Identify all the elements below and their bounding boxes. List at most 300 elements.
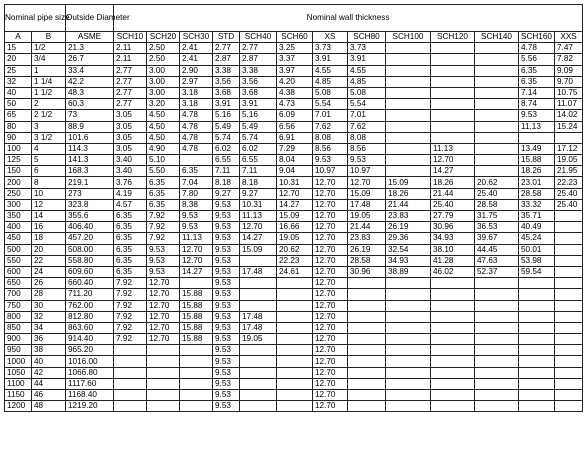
table-cell-sch10 — [114, 390, 147, 401]
table-cell-sch80: 28.58 — [348, 255, 386, 266]
table-cell-xs: 12.70 — [313, 311, 348, 322]
table-cell-a: 15 — [5, 43, 32, 54]
table-cell-std: 2.77 — [213, 43, 240, 54]
table-row — [5, 199, 583, 210]
table-cell-std: 8.18 — [213, 177, 240, 188]
table-cell-xs: 12.70 — [313, 233, 348, 244]
table-cell-sch60: 6.91 — [277, 132, 313, 143]
table-cell-std: 9.53 — [213, 255, 240, 266]
table-cell-sch140 — [475, 143, 519, 154]
table-cell-xs: 3.91 — [313, 54, 348, 65]
table-row — [5, 401, 583, 412]
table-cell-std: 9.53 — [213, 199, 240, 210]
table-cell-sch40: 6.55 — [240, 155, 277, 166]
table-cell-b: 8 — [32, 177, 66, 188]
column-header-sch120: SCH120 — [431, 32, 475, 43]
table-cell-sch80: 30.96 — [348, 266, 386, 277]
table-cell-xs: 7.62 — [313, 121, 348, 132]
table-cell-sch100 — [386, 300, 431, 311]
table-cell-sch100: 26.19 — [386, 222, 431, 233]
table-cell-std: 3.68 — [213, 87, 240, 98]
table-cell-sch10 — [114, 367, 147, 378]
table-cell-xxs: 7.82 — [555, 54, 583, 65]
table-cell-sch20: 7.92 — [147, 233, 180, 244]
table-cell-a: 400 — [5, 222, 32, 233]
table-cell-sch120: 46.02 — [431, 266, 475, 277]
table-cell-sch30: 11.13 — [180, 233, 213, 244]
table-cell-a: 65 — [5, 110, 32, 121]
table-cell-std: 5.49 — [213, 121, 240, 132]
table-cell-sch40: 2.87 — [240, 54, 277, 65]
table-row — [5, 311, 583, 322]
table-cell-b: 20 — [32, 244, 66, 255]
table-cell-std: 9.53 — [213, 211, 240, 222]
table-row — [5, 132, 583, 143]
table-cell-sch140 — [475, 378, 519, 389]
table-cell-sch140 — [475, 54, 519, 65]
table-cell-sch20: 9.53 — [147, 255, 180, 266]
table-cell-sch120: 12.70 — [431, 155, 475, 166]
table-cell-sch20 — [147, 356, 180, 367]
table-cell-a: 900 — [5, 334, 32, 345]
table-cell-sch120 — [431, 65, 475, 76]
table-cell-xs: 12.70 — [313, 289, 348, 300]
table-cell-b: 1 1/2 — [32, 87, 66, 98]
table-cell-xxs — [555, 211, 583, 222]
table-cell-sch20: 12.70 — [147, 311, 180, 322]
table-cell-sch10: 3.05 — [114, 143, 147, 154]
table-cell-sch20: 12.70 — [147, 322, 180, 333]
table-row — [5, 244, 583, 255]
table-cell-sch100: 34.93 — [386, 255, 431, 266]
table-cell-xs: 7.01 — [313, 110, 348, 121]
table-cell-sch30: 8.38 — [180, 199, 213, 210]
table-cell-std: 9.53 — [213, 233, 240, 244]
table-cell-xxs: 19.05 — [555, 155, 583, 166]
table-cell-asme: 101.6 — [66, 132, 114, 143]
table-cell-sch120: 11.13 — [431, 143, 475, 154]
table-cell-sch100 — [386, 378, 431, 389]
table-cell-sch120: 38.10 — [431, 244, 475, 255]
table-cell-asme: 141.3 — [66, 155, 114, 166]
table-cell-sch40 — [240, 345, 277, 356]
table-cell-sch40 — [240, 401, 277, 412]
table-cell-sch100 — [386, 99, 431, 110]
table-cell-sch10 — [114, 356, 147, 367]
table-cell-sch100 — [386, 367, 431, 378]
nominal-pipe-size-header: Nominal pipe size — [5, 5, 66, 32]
table-cell-sch20: 12.70 — [147, 278, 180, 289]
table-cell-std: 6.55 — [213, 155, 240, 166]
table-cell-sch80: 5.08 — [348, 87, 386, 98]
table-cell-asme: 26.7 — [66, 54, 114, 65]
table-cell-asme: 323.8 — [66, 199, 114, 210]
table-cell-sch30 — [180, 356, 213, 367]
table-cell-b: 1 1/4 — [32, 76, 66, 87]
table-cell-xs: 12.70 — [313, 378, 348, 389]
table-cell-asme: 965.20 — [66, 345, 114, 356]
table-cell-a: 150 — [5, 166, 32, 177]
table-cell-std: 9.53 — [213, 334, 240, 345]
table-cell-sch140 — [475, 311, 519, 322]
table-cell-a: 200 — [5, 177, 32, 188]
table-cell-xxs: 25.40 — [555, 199, 583, 210]
table-cell-asme: 609.60 — [66, 266, 114, 277]
table-cell-sch160: 5.56 — [519, 54, 555, 65]
table-cell-sch40: 5.74 — [240, 132, 277, 143]
table-cell-sch80 — [348, 300, 386, 311]
table-cell-sch160: 4.78 — [519, 43, 555, 54]
table-cell-xxs — [555, 367, 583, 378]
table-cell-xxs — [555, 345, 583, 356]
table-cell-sch40 — [240, 390, 277, 401]
table-cell-sch160 — [519, 356, 555, 367]
table-cell-sch40: 2.77 — [240, 43, 277, 54]
table-cell-sch20 — [147, 345, 180, 356]
table-cell-std: 9.53 — [213, 378, 240, 389]
table-cell-sch120 — [431, 390, 475, 401]
table-cell-sch40 — [240, 300, 277, 311]
table-cell-sch60: 9.04 — [277, 166, 313, 177]
table-cell-sch20: 6.35 — [147, 188, 180, 199]
table-cell-sch20: 4.50 — [147, 110, 180, 121]
table-cell-a: 800 — [5, 311, 32, 322]
table-cell-a: 20 — [5, 54, 32, 65]
table-row — [5, 334, 583, 345]
table-cell-a: 750 — [5, 300, 32, 311]
table-cell-sch30: 12.70 — [180, 255, 213, 266]
table-row — [5, 266, 583, 277]
table-cell-sch80: 17.48 — [348, 199, 386, 210]
column-header-sch20: SCH20 — [147, 32, 180, 43]
table-cell-sch120: 34.93 — [431, 233, 475, 244]
table-cell-std: 9.27 — [213, 188, 240, 199]
table-cell-xs: 12.70 — [313, 390, 348, 401]
table-cell-xxs — [555, 334, 583, 345]
table-cell-sch120 — [431, 99, 475, 110]
table-cell-sch20: 6.35 — [147, 199, 180, 210]
table-cell-xxs: 21.95 — [555, 166, 583, 177]
table-cell-sch160 — [519, 278, 555, 289]
table-cell-xxs: 11.07 — [555, 99, 583, 110]
table-cell-std: 9.53 — [213, 367, 240, 378]
table-cell-sch140 — [475, 65, 519, 76]
table-cell-sch120 — [431, 110, 475, 121]
table-cell-sch40: 15.09 — [240, 244, 277, 255]
table-cell-sch120 — [431, 311, 475, 322]
table-cell-sch120 — [431, 289, 475, 300]
table-cell-sch120: 14.27 — [431, 166, 475, 177]
table-cell-sch30: 2.41 — [180, 54, 213, 65]
table-cell-std: 9.53 — [213, 390, 240, 401]
table-cell-sch120 — [431, 278, 475, 289]
column-header-xs: XS — [313, 32, 348, 43]
table-cell-xs: 5.08 — [313, 87, 348, 98]
table-cell-xxs — [555, 356, 583, 367]
table-cell-sch100 — [386, 110, 431, 121]
table-cell-a: 40 — [5, 87, 32, 98]
table-cell-b: 3 1/2 — [32, 132, 66, 143]
table-cell-std: 9.53 — [213, 401, 240, 412]
table-cell-sch140 — [475, 289, 519, 300]
table-cell-sch60 — [277, 278, 313, 289]
table-cell-a: 1100 — [5, 378, 32, 389]
table-cell-std: 9.53 — [213, 322, 240, 333]
table-row — [5, 166, 583, 177]
table-cell-sch160: 18.26 — [519, 166, 555, 177]
table-cell-asme: 48.3 — [66, 87, 114, 98]
table-cell-b: 6 — [32, 166, 66, 177]
table-cell-sch60 — [277, 390, 313, 401]
table-cell-sch80: 3.91 — [348, 54, 386, 65]
table-cell-asme: 168.3 — [66, 166, 114, 177]
table-cell-sch140 — [475, 43, 519, 54]
table-cell-sch60 — [277, 378, 313, 389]
table-cell-b: 46 — [32, 390, 66, 401]
table-cell-sch100 — [386, 311, 431, 322]
table-cell-sch60: 6.09 — [277, 110, 313, 121]
table-cell-sch120: 30.96 — [431, 222, 475, 233]
table-cell-asme: 21.3 — [66, 43, 114, 54]
table-cell-sch80 — [348, 367, 386, 378]
table-cell-xxs: 7.47 — [555, 43, 583, 54]
table-cell-sch60: 3.25 — [277, 43, 313, 54]
table-cell-xs: 10.97 — [313, 166, 348, 177]
table-cell-xxs: 14.02 — [555, 110, 583, 121]
table-cell-sch100 — [386, 121, 431, 132]
table-cell-xxs — [555, 255, 583, 266]
table-cell-sch20: 5.10 — [147, 155, 180, 166]
table-cell-sch140 — [475, 300, 519, 311]
table-cell-asme: 73 — [66, 110, 114, 121]
table-cell-xs: 4.85 — [313, 76, 348, 87]
table-cell-sch60: 4.20 — [277, 76, 313, 87]
table-cell-sch140: 20.62 — [475, 177, 519, 188]
table-cell-sch30: 15.88 — [180, 289, 213, 300]
table-row — [5, 390, 583, 401]
table-cell-xxs — [555, 244, 583, 255]
table-cell-xs: 12.70 — [313, 322, 348, 333]
table-cell-sch80 — [348, 322, 386, 333]
table-cell-sch20: 2.50 — [147, 54, 180, 65]
table-cell-sch120 — [431, 43, 475, 54]
table-cell-b: 5 — [32, 155, 66, 166]
table-cell-std: 9.53 — [213, 345, 240, 356]
table-row — [5, 76, 583, 87]
table-cell-sch100 — [386, 401, 431, 412]
column-header-sch160: SCH160 — [519, 32, 555, 43]
table-cell-sch20: 7.92 — [147, 211, 180, 222]
table-cell-sch100: 38.89 — [386, 266, 431, 277]
table-cell-b: 24 — [32, 266, 66, 277]
table-cell-sch120 — [431, 401, 475, 412]
table-cell-asme: 762.00 — [66, 300, 114, 311]
table-cell-b: 10 — [32, 188, 66, 199]
table-cell-b: 3/4 — [32, 54, 66, 65]
table-cell-sch20: 12.70 — [147, 289, 180, 300]
table-cell-xxs: 10.75 — [555, 87, 583, 98]
table-cell-a: 550 — [5, 255, 32, 266]
table-cell-a: 90 — [5, 132, 32, 143]
table-row — [5, 289, 583, 300]
table-cell-a: 350 — [5, 211, 32, 222]
table-cell-sch10: 2.77 — [114, 76, 147, 87]
table-cell-sch20: 3.20 — [147, 99, 180, 110]
table-cell-sch40: 10.31 — [240, 199, 277, 210]
column-header-sch140: SCH140 — [475, 32, 519, 43]
table-cell-a: 50 — [5, 99, 32, 110]
table-cell-sch160: 9.53 — [519, 110, 555, 121]
table-cell-xs: 12.70 — [313, 177, 348, 188]
table-cell-sch100 — [386, 289, 431, 300]
table-cell-std: 9.53 — [213, 244, 240, 255]
table-cell-sch20: 12.70 — [147, 334, 180, 345]
table-cell-sch40 — [240, 378, 277, 389]
table-cell-sch40 — [240, 278, 277, 289]
table-cell-xs: 5.54 — [313, 99, 348, 110]
table-cell-std: 3.91 — [213, 99, 240, 110]
table-cell-sch10: 7.92 — [114, 334, 147, 345]
table-cell-sch60 — [277, 311, 313, 322]
table-cell-sch40: 14.27 — [240, 233, 277, 244]
table-cell-b: 34 — [32, 322, 66, 333]
table-cell-sch80: 15.09 — [348, 188, 386, 199]
table-cell-xxs — [555, 390, 583, 401]
table-cell-sch10: 2.77 — [114, 99, 147, 110]
table-cell-b: 14 — [32, 211, 66, 222]
table-cell-sch120 — [431, 132, 475, 143]
table-cell-sch140: 25.40 — [475, 188, 519, 199]
table-cell-sch100 — [386, 143, 431, 154]
table-cell-std: 6.02 — [213, 143, 240, 154]
table-cell-sch60 — [277, 401, 313, 412]
table-cell-sch40 — [240, 367, 277, 378]
table-row — [5, 121, 583, 132]
table-cell-sch60 — [277, 322, 313, 333]
table-cell-a: 250 — [5, 188, 32, 199]
pipe-schedule-table — [4, 4, 583, 412]
table-cell-sch20: 6.35 — [147, 177, 180, 188]
table-cell-sch140 — [475, 76, 519, 87]
pipe-schedule-table-container — [4, 4, 583, 412]
table-cell-sch100 — [386, 155, 431, 166]
table-cell-sch160: 59.54 — [519, 266, 555, 277]
table-cell-sch80: 8.56 — [348, 143, 386, 154]
table-cell-a: 1150 — [5, 390, 32, 401]
table-cell-sch20: 12.70 — [147, 300, 180, 311]
table-cell-sch160 — [519, 322, 555, 333]
table-cell-xs: 12.70 — [313, 367, 348, 378]
table-cell-sch40: 5.16 — [240, 110, 277, 121]
table-cell-sch140 — [475, 99, 519, 110]
table-cell-a: 125 — [5, 155, 32, 166]
table-cell-xxs — [555, 378, 583, 389]
column-header-sch100: SCH100 — [386, 32, 431, 43]
table-cell-std: 3.38 — [213, 65, 240, 76]
table-cell-sch20: 7.92 — [147, 222, 180, 233]
table-cell-std: 9.53 — [213, 222, 240, 233]
table-cell-xxs — [555, 322, 583, 333]
table-row — [5, 87, 583, 98]
table-cell-sch80 — [348, 311, 386, 322]
table-cell-b: 26 — [32, 278, 66, 289]
table-cell-sch30: 2.90 — [180, 65, 213, 76]
table-cell-sch100 — [386, 54, 431, 65]
table-cell-xxs: 9.70 — [555, 76, 583, 87]
table-cell-sch100 — [386, 345, 431, 356]
table-cell-sch160: 53.98 — [519, 255, 555, 266]
table-row — [5, 345, 583, 356]
table-cell-sch30: 4.78 — [180, 110, 213, 121]
table-cell-sch120: 21.44 — [431, 188, 475, 199]
table-cell-sch80 — [348, 390, 386, 401]
table-cell-b: 2 1/2 — [32, 110, 66, 121]
table-cell-sch160 — [519, 300, 555, 311]
table-cell-std: 9.53 — [213, 356, 240, 367]
table-cell-sch40: 3.91 — [240, 99, 277, 110]
table-cell-sch30: 15.88 — [180, 334, 213, 345]
table-cell-sch60: 8.04 — [277, 155, 313, 166]
table-cell-sch80: 7.62 — [348, 121, 386, 132]
table-cell-std: 7.11 — [213, 166, 240, 177]
table-cell-sch140 — [475, 110, 519, 121]
table-cell-sch60: 20.62 — [277, 244, 313, 255]
table-cell-a: 1050 — [5, 367, 32, 378]
table-cell-asme: 711.20 — [66, 289, 114, 300]
table-cell-sch30: 6.35 — [180, 166, 213, 177]
table-cell-sch10: 2.11 — [114, 43, 147, 54]
table-cell-sch120: 18.26 — [431, 177, 475, 188]
table-row — [5, 356, 583, 367]
table-cell-sch40: 17.48 — [240, 266, 277, 277]
table-cell-sch20: 3.00 — [147, 87, 180, 98]
table-cell-sch20: 4.50 — [147, 132, 180, 143]
table-cell-sch40 — [240, 356, 277, 367]
table-row — [5, 378, 583, 389]
table-cell-sch80 — [348, 356, 386, 367]
table-cell-b: 12 — [32, 199, 66, 210]
table-cell-sch120 — [431, 334, 475, 345]
table-row — [5, 65, 583, 76]
table-cell-sch40: 9.27 — [240, 188, 277, 199]
table-cell-xxs — [555, 222, 583, 233]
table-cell-sch10: 6.35 — [114, 233, 147, 244]
table-cell-a: 1000 — [5, 356, 32, 367]
table-cell-sch10: 3.05 — [114, 121, 147, 132]
table-cell-sch100 — [386, 322, 431, 333]
table-cell-sch60: 12.70 — [277, 188, 313, 199]
table-cell-std: 2.87 — [213, 54, 240, 65]
column-header-a: A — [5, 32, 32, 43]
table-cell-sch10 — [114, 345, 147, 356]
table-cell-sch100 — [386, 65, 431, 76]
table-cell-xxs — [555, 300, 583, 311]
table-cell-sch120: 27.79 — [431, 211, 475, 222]
table-cell-sch80: 9.53 — [348, 155, 386, 166]
table-cell-sch140 — [475, 401, 519, 412]
table-cell-sch160: 13.49 — [519, 143, 555, 154]
table-cell-sch80: 19.05 — [348, 211, 386, 222]
table-cell-sch60: 10.31 — [277, 177, 313, 188]
table-cell-a: 80 — [5, 121, 32, 132]
table-cell-asme: 1016.00 — [66, 356, 114, 367]
table-cell-sch40: 7.11 — [240, 166, 277, 177]
table-cell-sch60: 24.61 — [277, 266, 313, 277]
table-cell-sch20: 3.00 — [147, 65, 180, 76]
table-cell-b: 18 — [32, 233, 66, 244]
table-cell-a: 300 — [5, 199, 32, 210]
table-cell-sch60: 16.66 — [277, 222, 313, 233]
